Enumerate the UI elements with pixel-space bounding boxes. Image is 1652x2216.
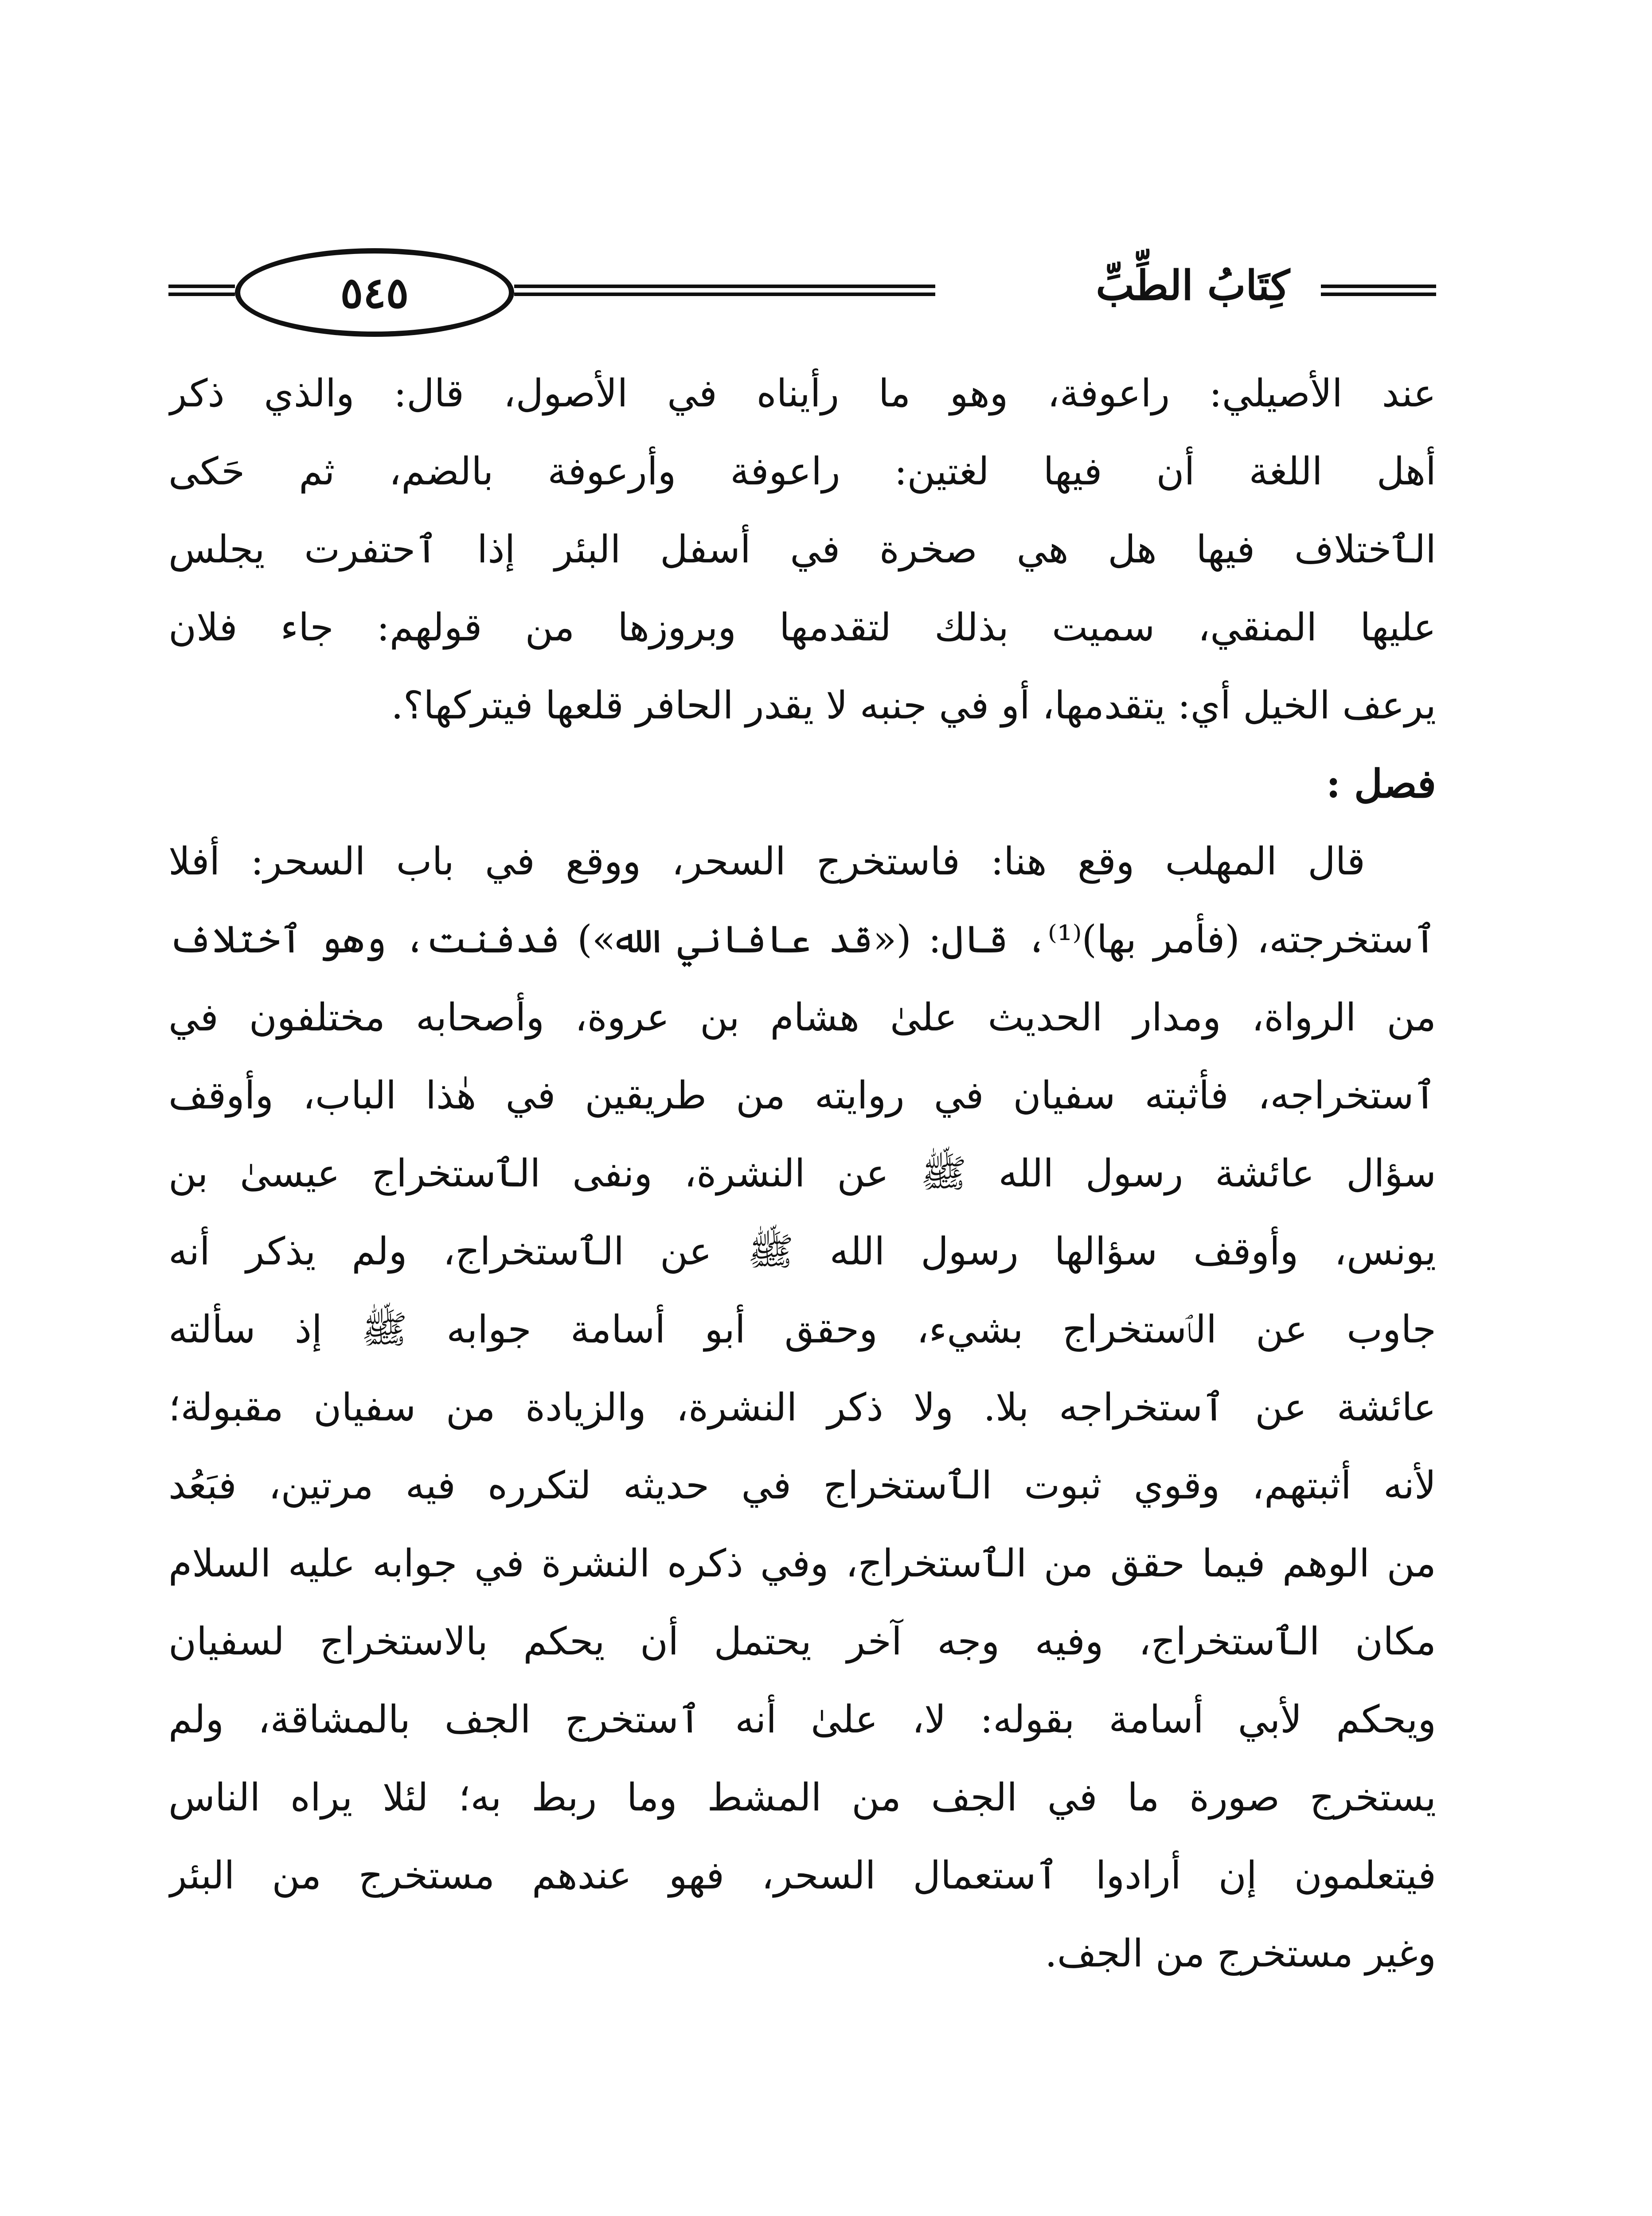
- text-line: عند الأصيلي: راعوفة، وهو ما رأيناه في الأصول، قال: والذي ذكر: [168, 371, 1436, 416]
- header-rule-left: [168, 285, 235, 296]
- text-line: فيتعلمون إن أرادوا ٱستعمال السحر، فهو عندهم مستخرج من البئر: [168, 1853, 1436, 1898]
- text-line: من الوهم فيما حقق من الٱستخراج، وفي ذكره النشرة في جوابه عليه السلام: [168, 1541, 1436, 1586]
- text-line: من الرواة، ومدار الحديث علىٰ هشام بن عروة، وأصحابه مختلفون في: [168, 995, 1436, 1040]
- text-line: سؤال عائشة رسول الله ﷺ عن النشرة، ونفى الٱستخراج عيسىٰ بن: [168, 1151, 1436, 1196]
- body-text: [168, 355, 1436, 1993]
- text-line: ويحكم لأبي أسامة بقوله: لا، علىٰ أنه ٱستخرج الجف بالمشاقة، ولم: [168, 1697, 1436, 1742]
- running-header: [168, 248, 1436, 337]
- text-line: يرعف الخيل أي: يتقدمها، أو في جنبه لا يقدر الحافر قلعها فيتركها؟.: [391, 683, 1436, 728]
- text-line: وغير مستخرج من الجف.: [1045, 1931, 1436, 1976]
- text-line: لأنه أثبتهم، وقوي ثبوت الٱستخراج في حديثه لتكرره فيه مرتين، فبَعُد: [168, 1463, 1436, 1508]
- text-line: ٱستخرجته، (فأمر بها)⁽¹⁾، قال: («قد عافاني الله») فدفنت، وهو ٱختلاف: [168, 917, 1436, 962]
- header-rule-right: [1321, 285, 1436, 296]
- text-line: يستخرج صورة ما في الجف من المشط وما ربط به؛ لئلا يراه الناس: [168, 1775, 1436, 1820]
- page-number: ٥٤٥: [235, 248, 514, 337]
- text-line: مكان الٱستخراج، وفيه وجه آخر يحتمل أن يحكم بالاستخراج لسفيان: [168, 1619, 1436, 1664]
- book-page: [168, 248, 1436, 2216]
- text-line: ٱستخراجه، فأثبته سفيان في روايته من طريقين في هٰذا الباب، وأوقف: [168, 1073, 1436, 1118]
- text-line: قال المهلب وقع هنا: فاستخرج السحر، ووقع في باب السحر: أفلا: [168, 839, 1365, 884]
- text-line: عائشة عن ٱستخراجه بلا. ولا ذكر النشرة، والزيادة من سفيان مقبولة؛: [168, 1385, 1436, 1430]
- text-line: عليها المنقي، سميت بذلك لتقدمها وبروزها من قولهم: جاء فلان: [168, 605, 1436, 650]
- text-line: أهل اللغة أن فيها لغتين: راعوفة وأرعوفة بالضم، ثم حَكى: [168, 449, 1436, 494]
- chapter-title: كِتَابُ الطِّبِّ: [1096, 261, 1290, 309]
- text-line: يونس، وأوقف سؤالها رسول الله ﷺ عن الٱستخراج، ولم يذكر أنه: [168, 1229, 1436, 1274]
- text-line: جاوب عن الٱستخراج بشيء، وحقق أبو أسامة جوابه ﷺ إذ سألته: [168, 1307, 1436, 1352]
- text-line: الٱختلاف فيها هل هي صخرة في أسفل البئر إذا ٱحتفرت يجلس: [168, 527, 1436, 572]
- header-rule-middle: [514, 285, 935, 296]
- section-heading: فصل :: [1326, 761, 1436, 807]
